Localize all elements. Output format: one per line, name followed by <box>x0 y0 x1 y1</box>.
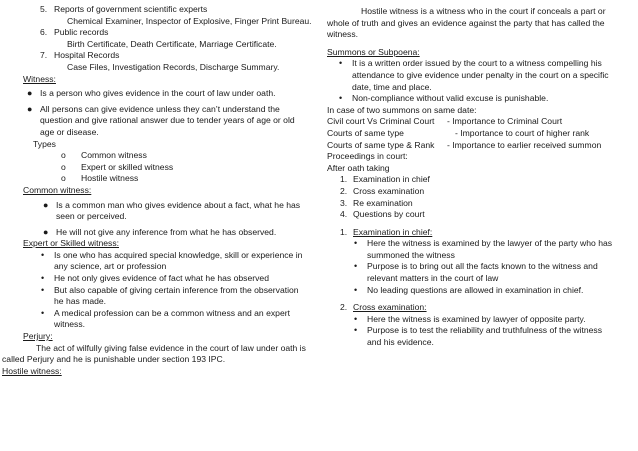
bullet-item: • But also capable of giving certain inference from the observation he has made. <box>41 284 299 307</box>
bullet-item: ● All persons can give evidence unless they can’t understand the question and give rational answer due to tender years of age or old age or disease. <box>27 103 295 137</box>
bullet-icon: • <box>339 58 343 69</box>
right-column <box>327 4 617 349</box>
exam-chief-list <box>327 238 617 296</box>
rule-row: Civil court Vs Criminal Court - Importance to Criminal Court <box>327 116 563 127</box>
bullet-icon: • <box>354 261 358 272</box>
rule-row: Courts of same type & Rank - Importance to earlier received summon <box>327 139 602 150</box>
summons-rules <box>327 116 617 151</box>
bullet-item: ● Is a person who gives evidence in the court of law under oath. <box>27 88 276 99</box>
bullet-icon: ● <box>27 88 33 99</box>
bullet-icon: ● <box>43 199 49 210</box>
bullet-icon: • <box>339 93 343 104</box>
types-list <box>23 150 308 185</box>
expert-witness-heading: Expert or Skilled witness: <box>23 238 119 249</box>
bullet-item: • Here the witness is examined by lawyer of opposite party. <box>354 313 586 324</box>
bullet-item: • A medical profession can be a common witness and an expert witness. <box>41 307 290 330</box>
list-item: 2. Cross examination <box>340 185 425 196</box>
cross-exam-list <box>327 314 617 349</box>
list-item: 7. Hospital Records <box>40 50 120 61</box>
list-item: 3. Re examination <box>340 197 413 208</box>
exam-chief-heading: 1. Examination in chief: <box>340 226 433 237</box>
list-item: 5. Reports of government scientific experts <box>40 4 208 14</box>
list-item: o Hostile witness <box>61 173 139 184</box>
proceedings-heading: Proceedings in court: <box>327 151 408 162</box>
bullet-item: • Purpose is to bring out all the facts known to the witness and relevant matters in the court of law <box>354 261 598 284</box>
list-item: 1. Examination in chief <box>340 174 430 185</box>
cross-exam-heading: 2. Cross examination: <box>340 302 427 313</box>
rule-row: Courts of same type - Importance to court of higher rank <box>327 127 590 138</box>
bullet-icon: • <box>41 249 45 260</box>
bullet-item: • No leading questions are allowed in examination in chief. <box>354 284 584 295</box>
bullet-icon: ● <box>27 103 33 114</box>
perjury-heading: Perjury: <box>23 331 53 342</box>
bullet-item: ● He will not give any inference from what he has observed. <box>43 226 277 237</box>
bullet-item: • It is a written order issued by the court to a witness compelling his attendance to give evidence under penalty in the court on a specific date, time and place. <box>339 58 609 92</box>
bullet-icon: • <box>354 313 358 324</box>
list-item: 6. Public records <box>40 27 109 38</box>
witness-heading: Witness: <box>23 73 56 84</box>
bullet-icon: ● <box>43 226 49 237</box>
circle-bullet-icon: o <box>61 150 66 161</box>
bullet-item: • Here the witness is examined by the lawyer of the party who has summoned the witness <box>354 238 613 260</box>
bullet-icon: • <box>354 325 358 336</box>
circle-bullet-icon: o <box>61 161 66 172</box>
bullet-item: • He not only gives evidence of fact what he has observed <box>41 273 269 284</box>
types-label: Types <box>33 138 56 149</box>
bullet-item: ● Is a common man who gives evidence about a fact, what he has seen or perceived. <box>43 199 301 222</box>
after-oath-label: After oath taking <box>327 162 390 173</box>
bullet-icon: • <box>41 307 45 318</box>
hostile-witness-heading: Hostile witness: <box>2 365 62 376</box>
bullet-item: • Purpose is to test the reliability and truthfulness of the witness and his evidence. <box>354 325 603 348</box>
list-item: 4. Questions by court <box>340 209 425 220</box>
steps-list <box>327 174 617 220</box>
expert-list <box>23 250 308 331</box>
list-item: o Expert or skilled witness <box>61 161 174 172</box>
perjury-paragraph: The act of wilfully giving false evidence in the court of law under oath is called Perjury and he is punishable under section 193 IPC. <box>2 342 306 365</box>
record-detail: Chemical Examiner, Inspector of Explosive, Finger Print Bureau. <box>67 15 312 26</box>
bullet-icon: • <box>41 284 45 295</box>
bullet-icon: • <box>41 273 45 284</box>
summons-heading: Summons or Subpoena: <box>327 46 420 57</box>
common-witness-heading: Common witness: <box>23 184 92 195</box>
record-detail: Birth Certificate, Death Certificate, Marriage Certificate. <box>67 38 277 49</box>
list-item: o Common witness <box>61 150 147 161</box>
left-column <box>2 4 312 377</box>
bullet-item: • Non-compliance without valid excuse is punishable. <box>339 93 549 104</box>
hostile-witness-paragraph: Hostile witness is a witness who in the court if conceals a part or whole of truth and gives an evidence against the party that has called the witness. <box>327 6 606 40</box>
bullet-icon: • <box>354 284 358 295</box>
bullet-icon: • <box>354 238 358 249</box>
bullet-item: • Is one who has acquired special knowledge, skill or experience in any science, art or profession <box>41 249 303 272</box>
circle-bullet-icon: o <box>61 173 66 184</box>
summons-list <box>327 58 617 104</box>
record-detail: Case Files, Investigation Records, Discharge Summary. <box>67 61 280 72</box>
two-summons-heading: In case of two summons on same date: <box>327 104 477 115</box>
